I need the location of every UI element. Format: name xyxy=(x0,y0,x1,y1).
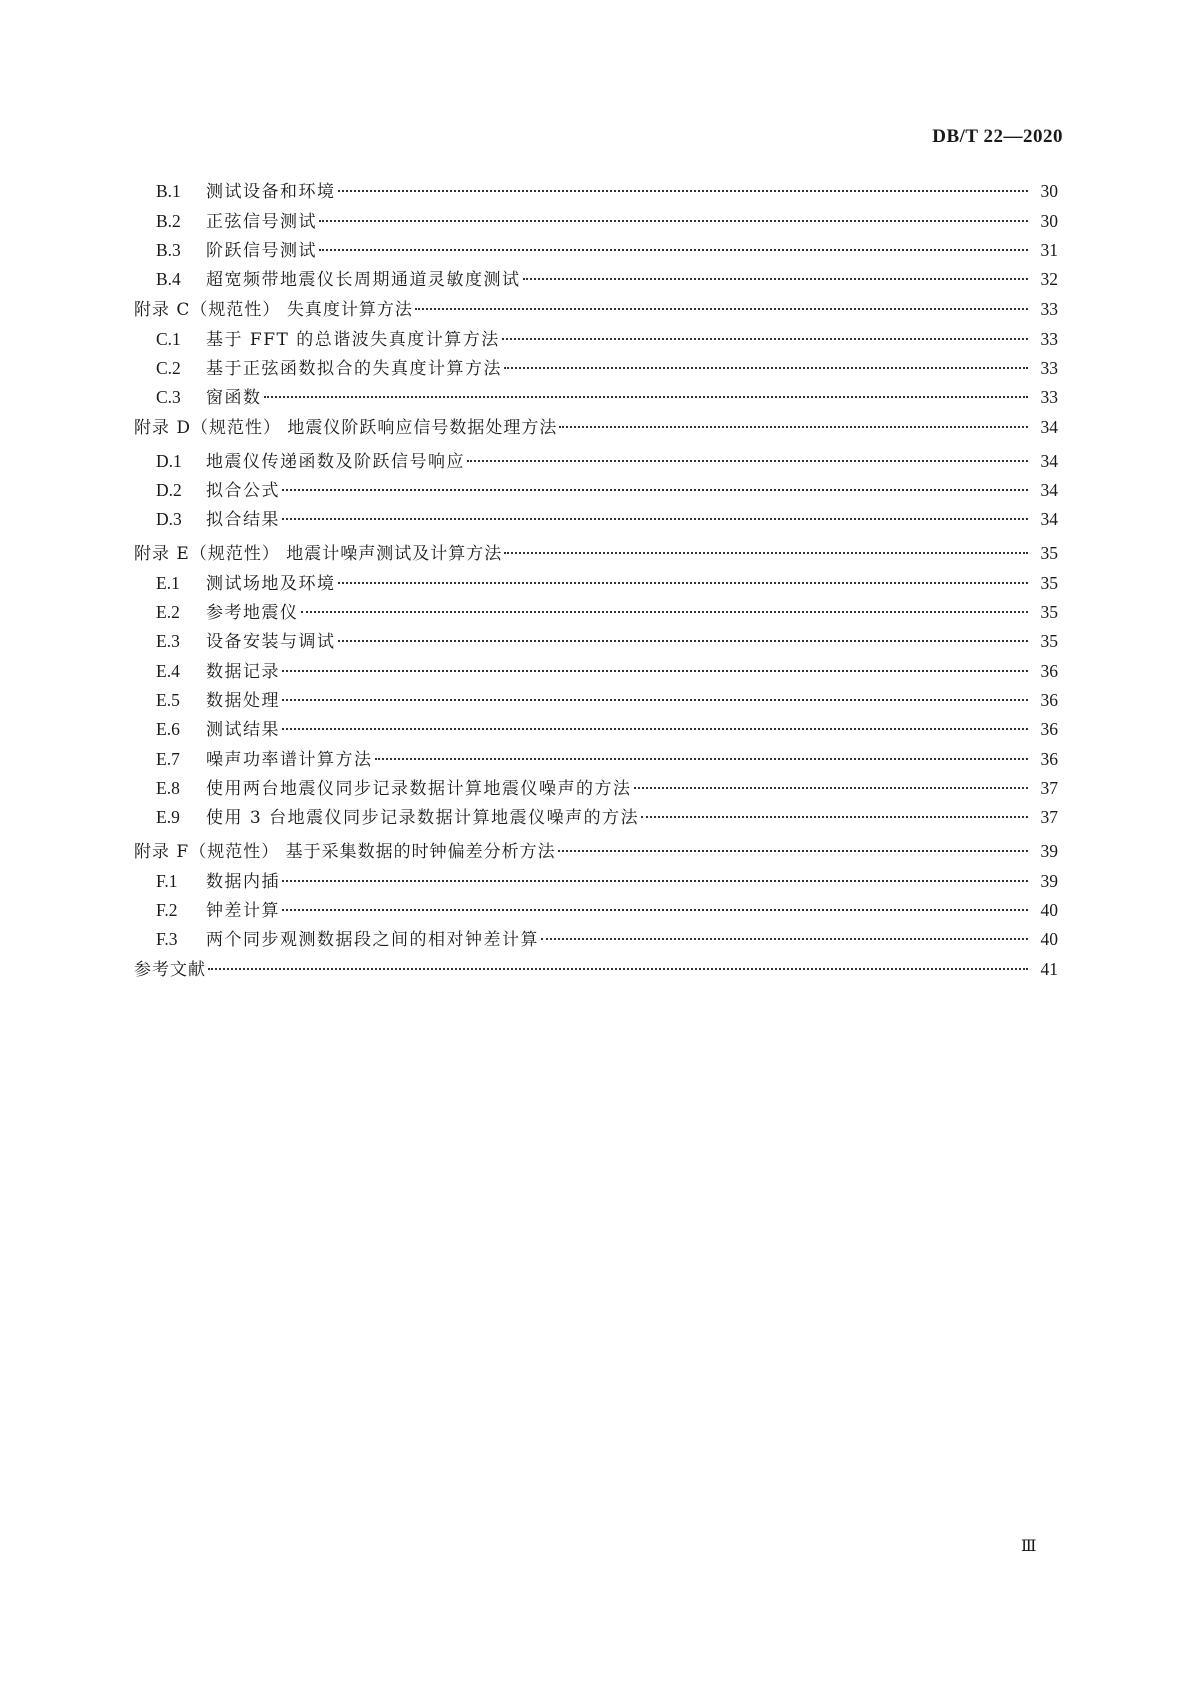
page-folio: Ⅲ xyxy=(1021,1538,1037,1555)
toc-dot-leader xyxy=(282,670,1028,672)
toc-dot-leader xyxy=(504,367,1028,369)
toc-entry[interactable] xyxy=(134,326,1058,352)
toc-entry-page-number: 35 xyxy=(1040,543,1058,563)
toc-entry[interactable] xyxy=(134,355,1058,381)
toc-dot-leader xyxy=(301,611,1029,613)
toc-dot-leader xyxy=(319,220,1028,222)
toc-entry-title: 地震仪传递函数及阶跃信号响应 xyxy=(206,452,465,472)
toc-entry-page-number: 34 xyxy=(1040,480,1058,500)
toc-entry-title: 基于 FFT 的总谐波失真度计算方法 xyxy=(206,330,500,350)
toc-entry-title: 数据记录 xyxy=(206,662,280,682)
toc-entry[interactable] xyxy=(134,868,1058,894)
toc-entry-appendix[interactable] xyxy=(134,414,1058,440)
toc-dot-leader xyxy=(504,552,1028,554)
toc-entry-title: 阶跃信号测试 xyxy=(206,241,317,261)
toc-entry-page-number: 36 xyxy=(1040,661,1058,681)
toc-entry[interactable] xyxy=(134,599,1058,625)
toc-entry-title: 测试场地及环境 xyxy=(206,574,336,594)
toc-entry-page-number: 30 xyxy=(1040,211,1058,231)
toc-entry[interactable] xyxy=(134,897,1058,923)
toc-entry-appendix[interactable] xyxy=(134,540,1058,566)
toc-entry-title: 参考文献 xyxy=(134,960,206,980)
toc-entry-page-number: 33 xyxy=(1040,329,1058,349)
toc-dot-leader xyxy=(282,728,1028,730)
toc-entry-title: 参考地震仪 xyxy=(206,603,299,623)
toc-dot-leader xyxy=(467,460,1028,462)
toc-entry[interactable] xyxy=(134,628,1058,654)
toc-dot-leader xyxy=(282,909,1028,911)
toc-entry-page-number: 39 xyxy=(1040,841,1058,861)
toc-entry-number: C.2 xyxy=(156,358,181,378)
toc-dot-leader xyxy=(282,880,1028,882)
toc-entry-number: E.6 xyxy=(156,719,180,739)
toc-entry[interactable] xyxy=(134,716,1058,742)
toc-entry-appendix[interactable] xyxy=(134,296,1058,322)
toc-dot-leader xyxy=(264,396,1029,398)
toc-entry-title: 使用两台地震仪同步记录数据计算地震仪噪声的方法 xyxy=(206,779,632,799)
document-code-header: DB/T 22—2020 xyxy=(932,126,1063,147)
toc-entry-page-number: 33 xyxy=(1040,358,1058,378)
toc-entry[interactable] xyxy=(134,775,1058,801)
toc-entry-number: E.9 xyxy=(156,807,180,827)
toc-entry-number: E.5 xyxy=(156,690,180,710)
toc-dot-leader xyxy=(282,518,1028,520)
toc-dot-leader xyxy=(282,699,1028,701)
toc-entry-title: 设备安装与调试 xyxy=(206,632,336,652)
toc-entry-page-number: 36 xyxy=(1040,690,1058,710)
toc-entry-number: F.3 xyxy=(156,929,178,949)
toc-entry[interactable] xyxy=(134,384,1058,410)
toc-entry-number: E.1 xyxy=(156,573,180,593)
toc-entry[interactable] xyxy=(134,658,1058,684)
toc-entry-number: E.4 xyxy=(156,661,180,681)
toc-entry-number: F.2 xyxy=(156,900,178,920)
toc-entry[interactable] xyxy=(134,266,1058,292)
toc-entry-page-number: 33 xyxy=(1040,299,1058,319)
toc-entry-title: 使用 3 台地震仪同步记录数据计算地震仪噪声的方法 xyxy=(206,808,640,828)
toc-entry-page-number: 35 xyxy=(1040,602,1058,622)
toc-entry-title: 基于正弦函数拟合的失真度计算方法 xyxy=(206,359,502,379)
toc-entry-title: 钟差计算 xyxy=(206,901,280,921)
toc-entry-title: 噪声功率谱计算方法 xyxy=(206,750,373,770)
toc-entry-number: C.1 xyxy=(156,329,181,349)
toc-entry[interactable] xyxy=(134,570,1058,596)
toc-dot-leader xyxy=(541,938,1028,940)
toc-entry-title: 附录 F（规范性） 基于采集数据的时钟偏差分析方法 xyxy=(134,842,556,862)
toc-entry-title: 窗函数 xyxy=(206,388,262,408)
toc-entry[interactable] xyxy=(134,746,1058,772)
toc-dot-leader xyxy=(319,249,1028,251)
toc-dot-leader xyxy=(338,190,1029,192)
toc-entry-number: E.7 xyxy=(156,749,180,769)
toc-dot-leader xyxy=(208,968,1028,970)
toc-entry[interactable] xyxy=(134,178,1058,204)
toc-entry-page-number: 31 xyxy=(1040,240,1058,260)
toc-entry-number: B.4 xyxy=(156,269,181,289)
toc-entry-number: B.3 xyxy=(156,240,181,260)
toc-entry-number: F.1 xyxy=(156,871,178,891)
toc-entry[interactable] xyxy=(134,477,1058,503)
toc-entry-page-number: 37 xyxy=(1040,807,1058,827)
toc-dot-leader xyxy=(634,787,1029,789)
toc-entry-appendix[interactable] xyxy=(134,838,1058,864)
toc-entry-page-number: 37 xyxy=(1040,778,1058,798)
toc-entry-page-number: 40 xyxy=(1040,929,1058,949)
toc-dot-leader xyxy=(502,338,1028,340)
toc-entry-number: E.3 xyxy=(156,631,180,651)
toc-entry-page-number: 30 xyxy=(1040,181,1058,201)
toc-entry-title: 测试结果 xyxy=(206,720,280,740)
toc-entry-page-number: 34 xyxy=(1040,451,1058,471)
toc-entry-number: E.8 xyxy=(156,778,180,798)
toc-entry[interactable] xyxy=(134,687,1058,713)
toc-entry[interactable] xyxy=(134,208,1058,234)
toc-entry-title: 附录 D（规范性） 地震仪阶跃响应信号数据处理方法 xyxy=(134,418,558,438)
toc-entry-title: 正弦信号测试 xyxy=(206,212,317,232)
toc-dot-leader xyxy=(523,278,1029,280)
toc-entry-appendix[interactable] xyxy=(134,956,1058,982)
toc-dot-leader xyxy=(641,816,1028,818)
toc-entry-title: 两个同步观测数据段之间的相对钟差计算 xyxy=(206,930,539,950)
toc-entry-number: B.2 xyxy=(156,211,181,231)
toc-entry-title: 数据处理 xyxy=(206,691,280,711)
toc-entry-title: 测试设备和环境 xyxy=(206,182,336,202)
toc-entry[interactable] xyxy=(134,926,1058,952)
toc-entry-page-number: 33 xyxy=(1040,387,1058,407)
toc-entry-page-number: 36 xyxy=(1040,719,1058,739)
toc-dot-leader xyxy=(282,489,1028,491)
toc-entry-title: 数据内插 xyxy=(206,872,280,892)
toc-entry[interactable] xyxy=(134,237,1058,263)
toc-entry-number: C.3 xyxy=(156,387,181,407)
toc-dot-leader xyxy=(375,758,1029,760)
toc-entry-title: 拟合结果 xyxy=(206,510,280,530)
toc-entry-page-number: 34 xyxy=(1040,417,1058,437)
toc-entry-page-number: 39 xyxy=(1040,871,1058,891)
toc-entry-page-number: 34 xyxy=(1040,509,1058,529)
toc-entry-page-number: 41 xyxy=(1040,959,1058,979)
toc-entry-page-number: 40 xyxy=(1040,900,1058,920)
toc-entry-title: 超宽频带地震仪长周期通道灵敏度测试 xyxy=(206,270,521,290)
toc-entry-page-number: 35 xyxy=(1040,573,1058,593)
toc-entry[interactable] xyxy=(134,804,1058,830)
toc-entry-number: B.1 xyxy=(156,181,181,201)
toc-entry[interactable] xyxy=(134,506,1058,532)
toc-dot-leader xyxy=(338,582,1029,584)
toc-entry-number: D.2 xyxy=(156,480,182,500)
toc-entry-title: 拟合公式 xyxy=(206,481,280,501)
toc-entry-title: 附录 E（规范性） 地震计噪声测试及计算方法 xyxy=(134,544,503,564)
toc-dot-leader xyxy=(415,308,1028,310)
toc-entry-title: 附录 C（规范性） 失真度计算方法 xyxy=(134,300,413,320)
toc-entry-page-number: 35 xyxy=(1040,631,1058,651)
toc-dot-leader xyxy=(558,850,1028,852)
toc-entry[interactable] xyxy=(134,448,1058,474)
toc-entry-number: E.2 xyxy=(156,602,180,622)
toc-entry-number: D.1 xyxy=(156,451,182,471)
toc-entry-number: D.3 xyxy=(156,509,182,529)
toc-entry-page-number: 36 xyxy=(1040,749,1058,769)
toc-dot-leader xyxy=(559,426,1028,428)
toc-dot-leader xyxy=(338,640,1029,642)
toc-entry-page-number: 32 xyxy=(1040,269,1058,289)
